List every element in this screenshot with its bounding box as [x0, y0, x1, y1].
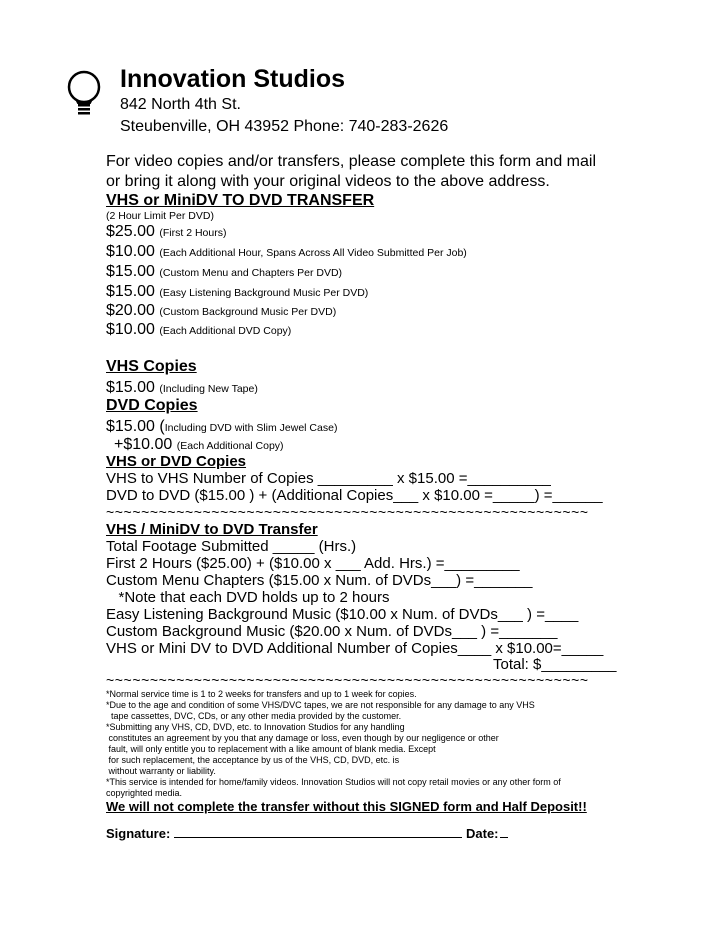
- separator-line: ~~~~~~~~~~~~~~~~~~~~~~~~~~~~~~~~~~~~~~~~~~~~~~~~~~~~~~~: [106, 504, 589, 520]
- dvd-copies-heading: DVD Copies: [106, 397, 198, 414]
- transfer-form-line: Easy Listening Background Music ($10.00 x Num. of DVDs___ ) =____: [106, 606, 579, 623]
- intro-line-2: or bring it along with your original videos to the above address.: [106, 173, 550, 190]
- note-line: fault, will only entitle you to replacement with a like amount of blank media. Except: [106, 744, 436, 754]
- note-line: *This service is intended for home/family videos. Innovation Studios will not copy retail movies or any other form of: [106, 777, 561, 787]
- price-desc: (Easy Listening Background Music Per DVD): [159, 287, 369, 299]
- company-address-street: 842 North 4th St.: [120, 96, 241, 113]
- date-field[interactable]: [500, 837, 508, 838]
- vhs-copies-heading: VHS Copies: [106, 358, 197, 375]
- price-desc: Including DVD with Slim Jewel Case): [164, 422, 338, 434]
- price-desc: (Including New Tape): [159, 383, 258, 395]
- price-value: $10.00: [106, 243, 155, 260]
- dvd-copies-extra-line: [114, 437, 284, 453]
- price-value: $10.00: [106, 321, 155, 338]
- dvd-copies-price-line: [106, 419, 337, 435]
- price-desc: (Custom Background Music Per DVD): [159, 306, 337, 318]
- price-item: [106, 264, 342, 280]
- intro-line-1: For video copies and/or transfers, please complete this form and mail: [106, 153, 597, 170]
- signature-label: Signature:: [106, 826, 171, 841]
- note-line: tape cassettes, DVC, CDs, or any other media provided by the customer.: [106, 711, 402, 721]
- company-address-city-phone: Steubenville, OH 43952 Phone: 740-283-2626: [120, 118, 449, 135]
- price-value: $15.00: [106, 283, 155, 300]
- note-line: *Submitting any VHS, CD, DVD, etc. to Innovation Studios for any handling: [106, 722, 405, 732]
- price-value: $25.00: [106, 223, 155, 240]
- date-label: Date:: [466, 826, 499, 841]
- copies-form-heading: VHS or DVD Copies: [106, 453, 247, 470]
- transfer-form-note: *Note that each DVD holds up to 2 hours: [106, 589, 390, 606]
- price-value: $15.00: [106, 263, 155, 280]
- transfer-form-line: First 2 Hours ($25.00) + ($10.00 x ___ Add. Hrs.) =_________: [106, 555, 520, 572]
- price-item: [106, 244, 467, 260]
- price-value: $15.00: [106, 379, 155, 396]
- signature-field[interactable]: [174, 837, 462, 838]
- price-item: [106, 284, 368, 300]
- lightbulb-logo-icon: [64, 70, 104, 122]
- transfer-form-line: Custom Menu Chapters ($15.00 x Num. of DVDs___) =_______: [106, 572, 533, 589]
- dvd-transfer-heading: VHS or MiniDV TO DVD TRANSFER: [106, 192, 375, 209]
- note-line: *Normal service time is 1 to 2 weeks for transfers and up to 1 week for copies.: [106, 689, 417, 699]
- dvd-to-dvd-line: DVD to DVD ($15.00 ) + (Additional Copies___ x $10.00 =_____) =______: [106, 487, 603, 504]
- total-line: Total: $_________: [493, 656, 617, 673]
- price-desc: (Each Additional DVD Copy): [159, 325, 292, 337]
- vhs-copies-price-line: [106, 380, 258, 396]
- dvd-transfer-limit: (2 Hour Limit Per DVD): [106, 210, 214, 222]
- transfer-form-line: Total Footage Submitted _____ (Hrs.): [106, 538, 357, 555]
- separator-line: ~~~~~~~~~~~~~~~~~~~~~~~~~~~~~~~~~~~~~~~~~~~~~~~~~~~~~~~: [106, 672, 589, 688]
- transfer-form-line: VHS or Mini DV to DVD Additional Number of Copies____ x $10.00=_____: [106, 640, 604, 657]
- transfer-form-heading: VHS / MiniDV to DVD Transfer: [106, 521, 318, 538]
- transfer-form-line: Custom Background Music ($20.00 x Num. of DVDs___ ) =_______: [106, 623, 558, 640]
- price-value: $20.00: [106, 302, 155, 319]
- note-line: for such replacement, the acceptance by us of the VHS, CD, DVD, etc. is: [106, 755, 400, 765]
- deposit-warning: We will not complete the transfer without this SIGNED form and Half Deposit!!: [106, 799, 587, 814]
- vhs-to-vhs-line: VHS to VHS Number of Copies _________ x $15.00 =__________: [106, 470, 551, 487]
- price-desc: (Each Additional Hour, Spans Across All Video Submitted Per Job): [159, 247, 467, 259]
- note-line: without warranty or liability.: [106, 766, 216, 776]
- note-line: constitutes an agreement by you that any damage or loss, even though by our negligence or other: [106, 733, 499, 743]
- company-name: Innovation Studios: [120, 65, 345, 93]
- note-line: *Due to the age and condition of some VHS/DVC tapes, we are not responsible for any damage to any VHS: [106, 700, 535, 710]
- price-desc: (First 2 Hours): [159, 227, 227, 239]
- price-value: $15.00 (: [106, 418, 165, 435]
- price-desc: (Each Additional Copy): [176, 440, 284, 452]
- price-value: +$10.00: [114, 436, 173, 453]
- price-item: [106, 322, 291, 338]
- price-item: [106, 224, 226, 240]
- price-desc: (Custom Menu and Chapters Per DVD): [159, 267, 343, 279]
- note-line: copyrighted media.: [106, 788, 183, 798]
- price-item: [106, 303, 336, 319]
